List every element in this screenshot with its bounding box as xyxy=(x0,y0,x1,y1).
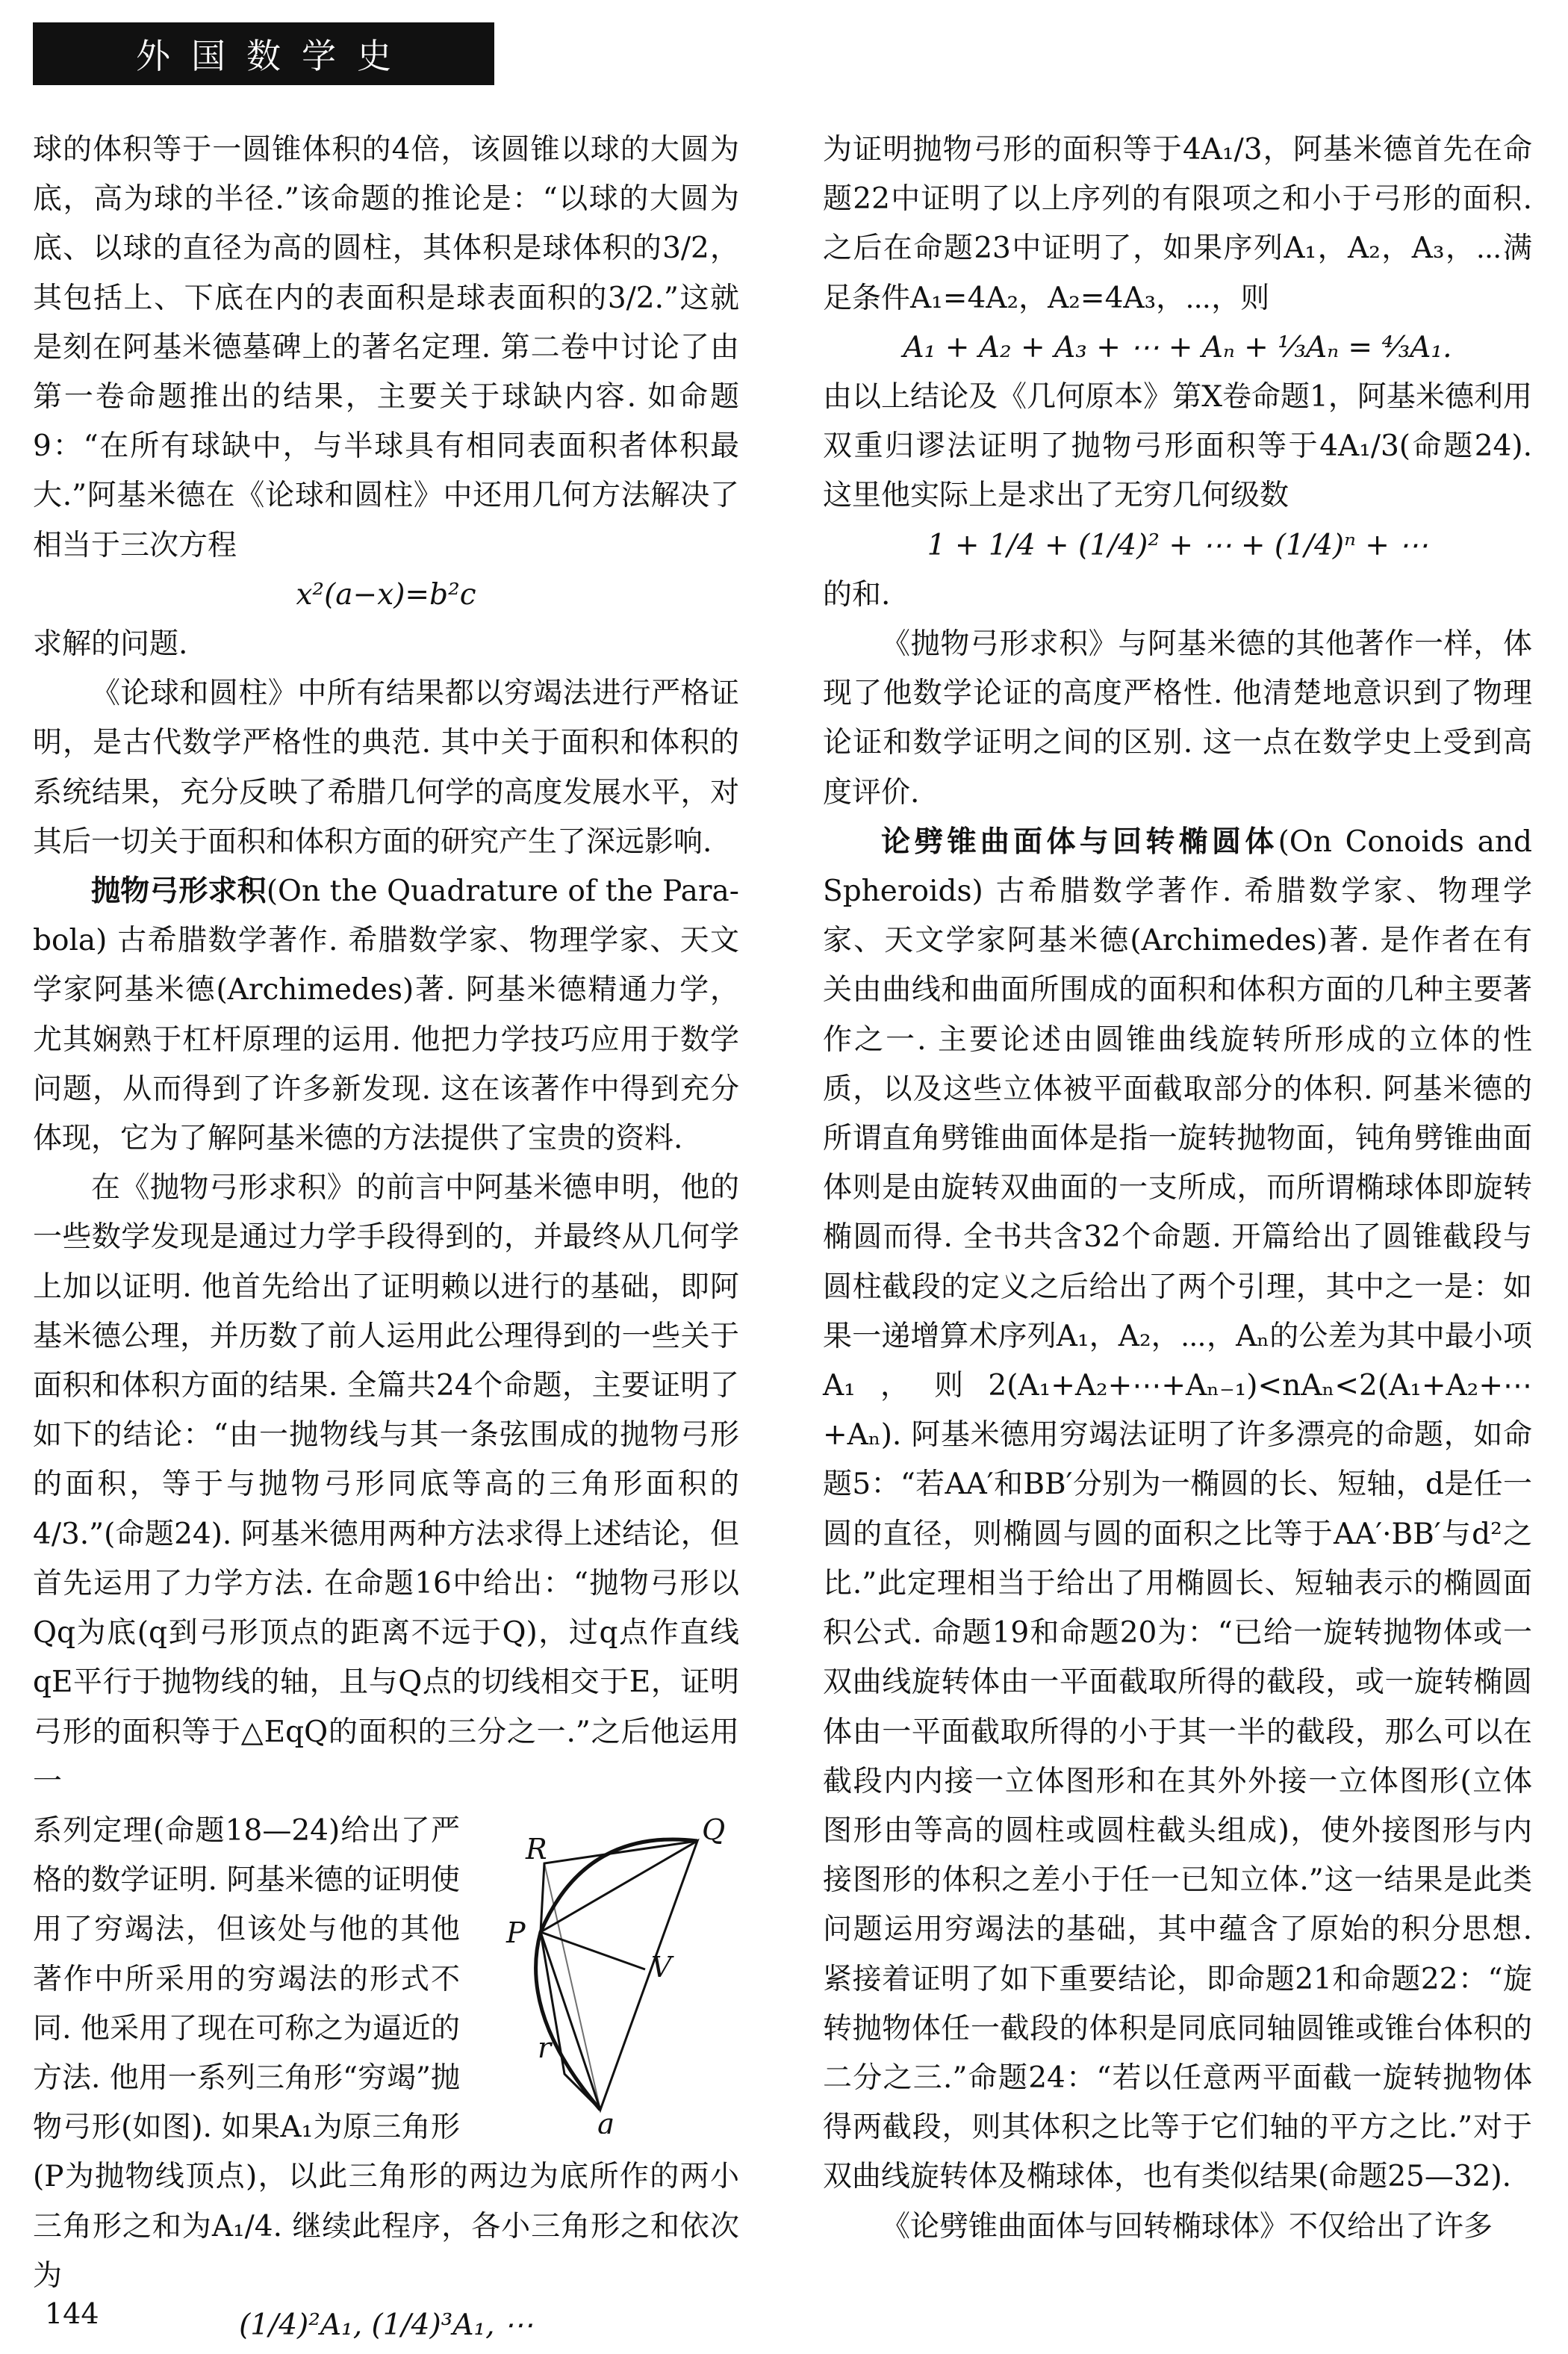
entry-title-english: (On Conoids and Spheroids) xyxy=(823,824,1532,909)
figure-label-V: V xyxy=(651,1950,672,1984)
entry-body: 古希腊数学著作. 希腊数学家、物理学家、天文学家阿基米德(Archimedes)著. 阿基米德精通力学，尤其娴熟于杠杆原理的运用. 他把力学技巧应用于数学问题，从而得到了许多新发现. 这在该著作中得到充分体现，它为了解阿基米德的方法提供了宝贵的资料. xyxy=(33,924,740,1156)
paragraph: 《论劈锥曲面体与回转椭球体》不仅给出了许多 xyxy=(881,2209,1493,2243)
parabola-segment-diagram xyxy=(473,1813,739,2134)
entry-paragraph xyxy=(823,818,1532,2202)
left-column xyxy=(33,125,739,2350)
paragraph: 为证明抛物弓形的面积等于4A₁/3，阿基米德首先在命题22中证明了以上序列的有限项之和小于弓形的面积. 之后在命题23中证明了，如果序列A₁，A₂，A₃，⋯满足条件A₁=4A₂，A₂=4A₃，⋯，则 xyxy=(823,133,1532,315)
entry-title: 抛物弓形求积 xyxy=(91,875,267,909)
equation: x²(a−x)=b²c xyxy=(296,577,476,612)
paragraph: 《论球和圆柱》中所有结果都以穷竭法进行严格证明，是古代数学严格性的典范. 其中关于面积和体积的系统结果，充分反映了希腊几何学的高度发展水平，对其后一切关于面积和体积方面的研究产生了深远影响. xyxy=(33,677,739,859)
figure-label-P: P xyxy=(506,1916,526,1949)
equation: (1/4)²A₁, (1/4)³A₁, ⋯ xyxy=(239,2308,533,2342)
entry-title: 论劈锥曲面体与回转椭圆体 xyxy=(881,824,1278,859)
entry-title-english: (On the Quadrature of the Para-bola) xyxy=(33,875,739,958)
right-column xyxy=(823,125,1532,2252)
page-number: 144 xyxy=(45,2297,99,2330)
running-header xyxy=(33,22,494,85)
figure-label-Q: Q xyxy=(702,1813,726,1846)
paragraph: 系列定理(命题18—24)给出了严格的数学证明. 阿基米德的证明使用了穷竭法，但该处与他的其他著作中所采用的穷竭法的形式不同. 他采用了现在可称之为逼近的方法. 他用一系列三角形“穷竭”抛物弓形(如图). 如果A₁为原三角形(P为抛物线顶点)，以此三角形的两边为底所作的两小三角形之和为A₁/4. 继续此程序，各小三角形之和依次为 xyxy=(33,1813,739,2293)
paragraph: 球的体积等于一圆锥体积的4倍，该圆锥以球的大圆为底，高为球的半径.”该命题的推论是：“以球的大圆为底、以球的直径为高的圆柱，其体积是球体积的3/2，其包括上、下底在内的表面积是球表面积的3/2.”这就是刻在阿基米德墓碑上的著名定理. 第二卷中讨论了由第一卷命题推出的结果，主要关于球缺内容. 如命题9：“在所有球缺中，与半球具有相同表面积者体积最大.”阿基米德在《论球和圆柱》中还用几何方法解决了相当于三次方程 xyxy=(33,133,739,562)
figure-label-R: R xyxy=(526,1832,547,1866)
paragraph: 的和. xyxy=(823,577,891,612)
paragraph: 在《抛物弓形求积》的前言中阿基米德申明，他的一些数学发现是通过力学手段得到的，并最终从几何学上加以证明. 他首先给出了证明赖以进行的基础，即阿基米德公理，并历数了前人运用此公理得到的一些关于面积和体积方面的结果. 全篇共24个命题，主要证明了如下的结论：“由一抛物线与其一条弦围成的抛物弓形的面积，等于与抛物弓形同底等高的三角形面积的4/3.”(命题24). 阿基米德用两种方法求得上述结论，但首先运用了力学方法. 在命题16中给出：“抛物弓形以Qq为底(q到弓形顶点的距离不远于Q)，过q点作直线qE平行于抛物线的轴，且与Q点的切线相交于E，证明弓形的面积等于△EqQ的面积的三分之一.”之后他运用一 xyxy=(33,1171,739,1798)
paragraph: 求解的问题. xyxy=(33,627,188,662)
entry-paragraph xyxy=(33,867,739,1164)
equation: A₁ + A₂ + A₃ + ⋯ + Aₙ + ⅓Aₙ = ⁴⁄₃A₁. xyxy=(903,330,1452,364)
parabola-segment-figure xyxy=(473,1813,739,2134)
paragraph: 由以上结论及《几何原本》第Ⅹ卷命题1，阿基米德利用双重归谬法证明了抛物弓形面积等于4A₁/3(命题24). 这里他实际上是求出了无穷几何级数 xyxy=(823,380,1532,513)
figure-label-r: r xyxy=(538,2031,552,2064)
paragraph: 《抛物弓形求积》与阿基米德的其他著作一样，体现了他数学论证的高度严格性. 他清楚地意识到了物理论证和数学证明之间的区别. 这一点在数学史上受到高度评价. xyxy=(823,627,1532,810)
entry-body: 古希腊数学著作. 希腊数学家、物理学家、天文学家阿基米德(Archimedes)著. 是作者在有关由曲线和曲面所围成的面积和体积方面的几种主要著作之一. 主要论述由圆锥曲线旋转所形成的立体的性质，以及这些立体被平面截取部分的体积. 阿基米德的所谓直角劈锥曲面体是指一旋转抛物面，钝角劈锥曲面体则是由旋转双曲面的一支所成，而所谓椭球体即旋转椭圆而得. 全书共含32个命题. 开篇给出了圆锥截段与圆柱截段的定义之后给出了两个引理，其中之一是：如果一递增算术序列A₁，A₂，⋯，Aₙ的公差为其中最小项A₁，则2(A₁+A₂+⋯+Aₙ₋₁)<nAₙ<2(A₁+A₂+⋯+Aₙ). 阿基米德用穷竭法证明了许多漂亮的命题，如命题5：“若AA′和BB′分别为一椭圆的长、短轴，d是任一圆的直径，则椭圆与圆的面积之比等于AA′·BB′与d²之比.”此定理相当于给出了用椭圆长、短轴表示的椭圆面积公式. 命题19和命题20为：“已给一旋转抛物体或一双曲线旋转体由一平面截取所得的截段，或一旋转椭圆体由一平面截取所得的小于其一半的截段，那么可以在截段内内接一立体图形和在其外外接一立体图形(立体图形由等高的圆柱或圆柱截头组成)，使外接图形与内接图形的体积之差小于任一已知立体.”这一结果是此类问题运用穷竭法的基础，其中蕴含了原始的积分思想. 紧接着证明了如下重要结论，即命题21和命题22：“旋转抛物体任一截段的体积是同底同轴圆锥或锥台体积的二分之三.”命题24：“若以任意两平面截一旋转抛物体得两截段，则其体积之比等于它们轴的平方之比.”对于双曲线旋转体及椭球体，也有类似结果(命题25—32). xyxy=(823,875,1532,2194)
figure-label-q: q xyxy=(596,2107,615,2134)
running-header-title: 外国数学史 xyxy=(136,36,412,76)
equation: 1 + 1/4 + (1/4)² + ⋯ + (1/4)ⁿ + ⋯ xyxy=(927,528,1428,562)
